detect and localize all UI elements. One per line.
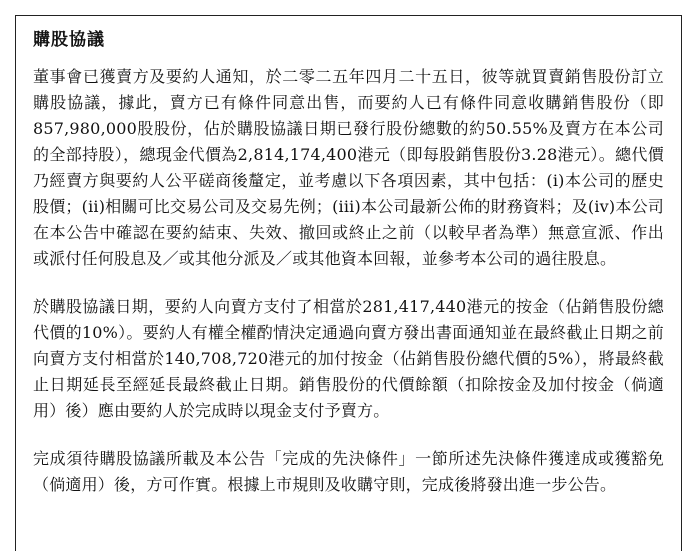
paragraph-deposit: 於購股協議日期，要約人向賣方支付了相當於281,417,440港元的按金（佔銷售股份總代價的10%）。要約人有權全權酌情決定通過向賣方發出書面通知並在最終截止日期之前向賣方支付相當於140,708,720港元的加付按金（佔銷售股份總代價的5%），將最終截止日期延長至經延長最終截止日期。銷售股份的代價餘額（扣除按金及加付按金（倘適用）後）應由要約人於完成時以現金支付予賣方。 — [33, 297, 664, 420]
section-title: 購股協議 — [33, 30, 105, 50]
announcement-box — [15, 15, 682, 551]
paragraph-completion: 完成須待購股協議所載及本公告「完成的先決條件」一節所述先決條件獲達成或獲豁免（倘適用）後，方可作實。根據上市規則及收購守則，完成後將發出進一步公告。 — [33, 449, 664, 494]
paragraph-agreement-terms: 董事會已獲賣方及要約人通知，於二零二五年四月二十五日，彼等就買賣銷售股份訂立購股協議，據此，賣方已有條件同意出售，而要約人已有條件同意收購銷售股份（即857,980,000股股份，佔於購股協議日期已發行股份總數的約50.55%及賣方在本公司的全部持股），總現金代價為2,814,174,400港元（即每股銷售股份3.28港元）。總代價乃經賣方與要約人公平磋商後釐定，並考慮以下各項因素，其中包括：(i)本公司的歷史股價；(ii)相關可比交易公司及交易先例；(iii)本公司最新公佈的財務資料；及(iv)本公司在本公告中確認在要約結束、失效、撤回或終止之前（以較早者為準）無意宣派、作出或派付任何股息及／或其他分派及／或其他資本回報，並參考本公司的過往股息。 — [33, 67, 664, 268]
